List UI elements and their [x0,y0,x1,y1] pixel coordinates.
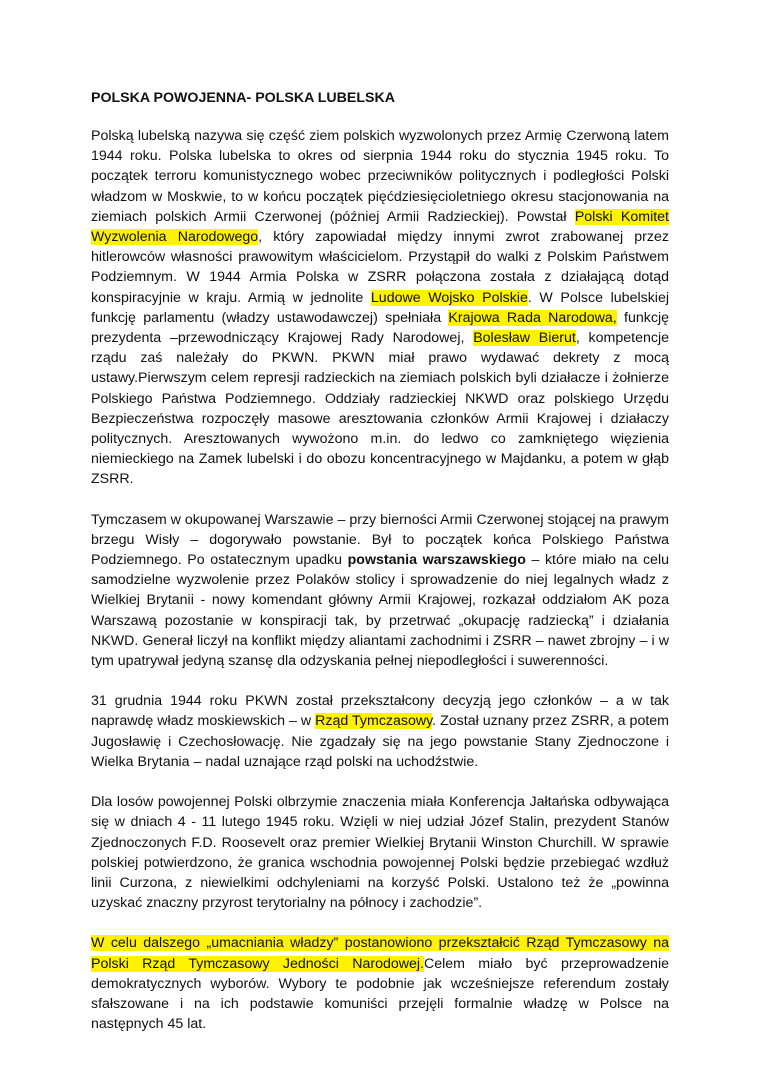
highlight-rzad-tymczasowy: Rząd Tymczasowy [315,713,433,730]
paragraph-1-text-4: funkcję prezydenta –przewodniczący Krajowej Rady Narodowej, [91,309,669,347]
bold-powstanie: powstania warszawskiego [347,552,526,569]
paragraph-3-text-2: . Został uznany przez ZSRR, a potem Jugosławię i Czechosłowację. Nie zgadzały się na jego powstanie Stany Zjednoczone i Wielka Brytania – nadal uznające rząd polski na uchodźstwie. [91,713,669,770]
highlight-lwp: Ludowe Wojsko Polskie [370,289,528,306]
paragraph-5-text-1: Celem miało być przeprowadzenie demokratycznych wyborów. Wybory te podobnie jak wcześniejsze referendum zostały sfałszowane i na ich podstawie komuniści przejęli formalnie władzę w Polsce na następnych 45 lat. [91,955,669,1033]
paragraph-1-text-5: , kompetencje rządu zaś należały do PKWN. PKWN miał prawo wydawać dekrety z mocą ustawy.Pierwszym celem represji radzieckich na ziemiach polskich byli działacze i żołnierze Polskiego Państwa Podziemnego. Oddziały radzieckiej NKWD oraz polskiego Urzędu Bezpieczeństwa rozpoczęły masowe aresztowania członków Armii Krajowej i działaczy politycznych. Aresztowanych wywożono m.in. do ledwo co zamkniętego więzienia niemieckiego na Zamek lubelski i do obozu koncentracyjnego w Majdanku, a potem w głąb ZSRR. [91,330,669,488]
document-body [91,90,669,1054]
paragraph-1-text-1: Polską lubelską nazywa się część ziem polskich wyzwolonych przez Armię Czerwoną latem 1944 roku. Polska lubelska to okres od sierpnia 1944 roku do stycznia 1945 roku. To początek terroru komunistycznego wobec przeciwników politycznych i podległości Polski władzom w Moskwie, to w końcu początek pięćdziesięcioletniego okresu stacjonowania na ziemiach polskich Armii Czerwonej (później Armii Radzieckiej). Powstał [91,128,669,225]
paragraph-2-text-1: Tymczasem w okupowanej Warszawie – przy bierności Armii Czerwonej stojącej na prawym brzegu Wisły – dogorywało powstanie. Był to początek końca Polskiego Państwa Podziemnego. Po ostatecznym upadku [91,511,669,569]
highlight-bierut: Bolesław Bierut [473,330,576,347]
paragraph-1-text-3: . W Polsce lubelskiej funkcję parlamentu (władzy ustawodawczej) spełniała [91,289,669,326]
paragraph-2 [91,510,669,672]
paragraph-1 [91,126,669,490]
paragraph-3 [91,691,669,772]
paragraph-5 [91,933,669,1034]
paragraph-4 [91,792,669,913]
paragraph-4-text-1: Dla losów powojennej Polski olbrzymie znaczenia miała Konferencja Jałtańska odbywająca się w dniach 4 - 11 lutego 1945 roku. Wzięli w niej udział Józef Stalin, prezydent Stanów Zjednoczonych F.D. Roosevelt oraz premier Wielkiej Brytanii Winston Churchill. W sprawie polskiej potwierdzono, że granica wschodnia powojennej Polski będzie przebiegać wzdłuż linii Curzona, z niewielkimi odchyleniami na korzyść Polski. Ustalono też że „powinna uzyskać znaczny przyrost terytorialny na północy i zachodzie”. [91,794,669,912]
highlight-tjn: W celu dalszego „umacniania władzy” postanowiono przekształcić Rząd Tymczasowy na Polski Rząd Tymczasowy Jedności Narodowej. [91,935,669,972]
paragraph-2-text-2: – które miało na celu samodzielne wyzwolenie przez Polaków stolicy i sprowadzenie do niej legalnych władz z Wielkiej Brytanii - nowy komendant główny Armii Krajowej, rozkazał oddziałom AK poza Warszawą pozostanie w konspiracji tak, by przetrwać „okupację radziecką” i działania NKWD. Generał liczył na konflikt między aliantami zachodnimi i ZSRR – nawet zbrojny – i w tym upatrywał jedyną szansę dla odzyskania pełnej niepodległości i suwerenności. [91,552,669,670]
paragraph-3-text-1: 31 grudnia 1944 roku PKWN został przekształcony decyzją jego członków – a w tak naprawdę władz moskiewskich – w [91,693,669,730]
document-title: POLSKA POWOJENNA- POLSKA LUBELSKA [91,90,395,106]
paragraph-1-text-2: , który zapowiadał między innymi zwrot zrabowanej przez hitlerowców własności prawowitym właścicielom. Przystąpił do walki z Polskim Państwem Podziemnym. W 1944 Armia Polska w ZSRR połączona została z działającą dotąd konspiracyjnie w kraju. Armią w jednolite [91,229,669,306]
highlight-pkwn: Polski Komitet Wyzwolenia Narodowego [91,208,669,246]
highlight-krn: Krajowa Rada Narodowa, [448,309,617,326]
